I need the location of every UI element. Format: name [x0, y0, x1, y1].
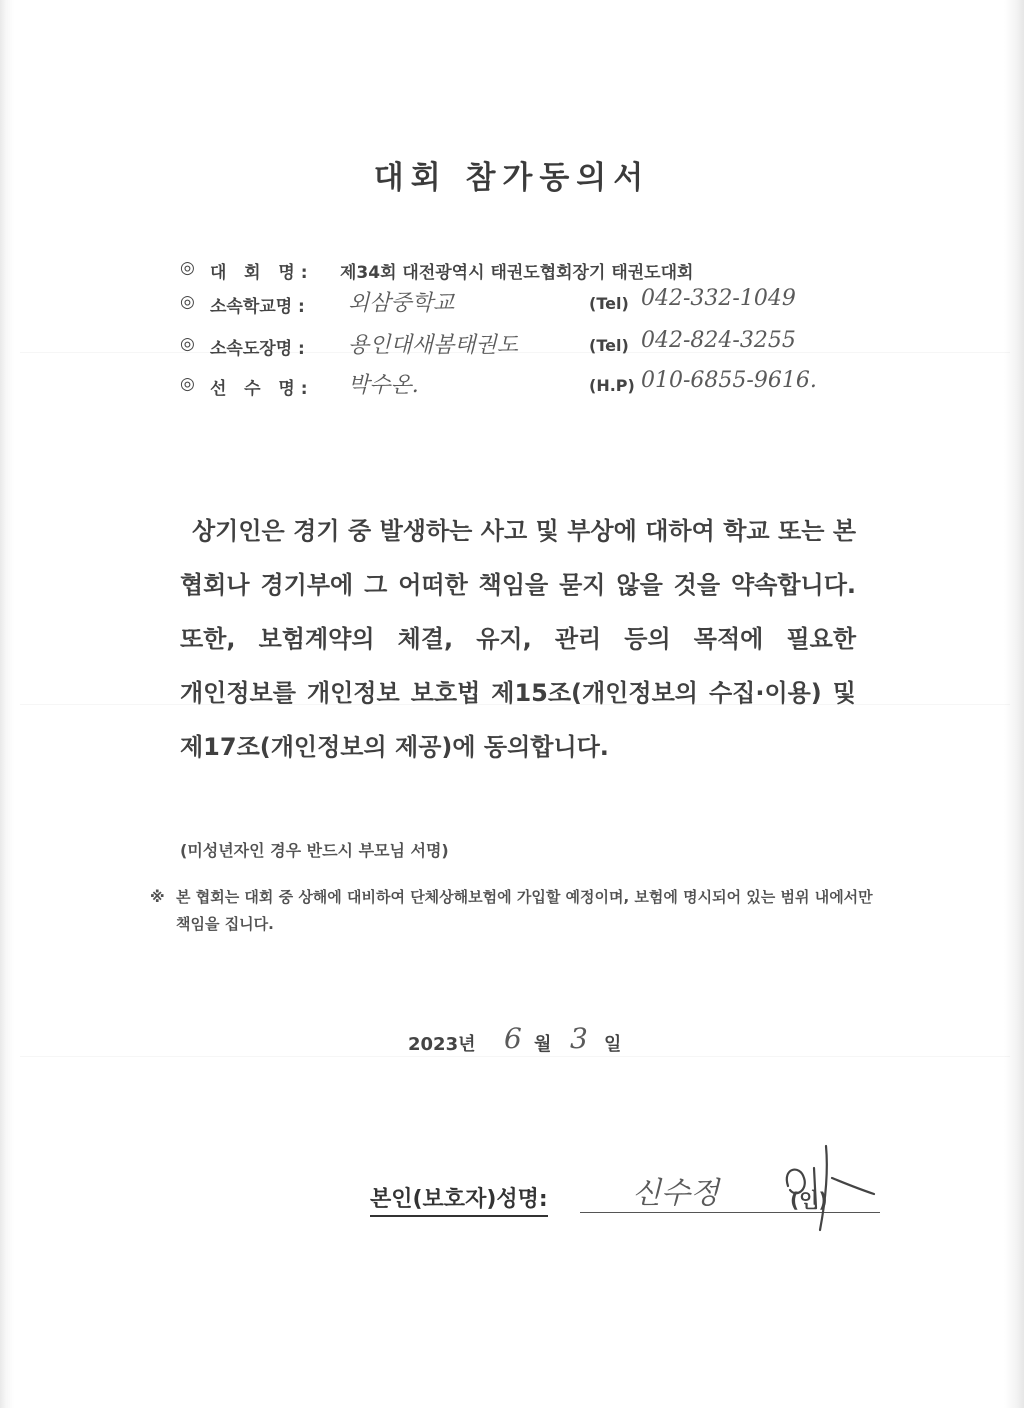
- info-row-school: [180, 288, 860, 318]
- signature-label: 본인(보호자)성명:: [370, 1182, 548, 1217]
- signature-name-handwritten: 신수정: [632, 1176, 719, 1211]
- info-row-athlete: [180, 370, 860, 400]
- date-day-label: 일: [604, 1034, 622, 1055]
- document-title: 대회 참가동의서: [373, 160, 651, 196]
- consent-body: 상기인은 경기 중 발생하는 사고 및 부상에 대하여 학교 또는 본 협회나 경기부에 그 어떠한 책임을 묻지 않을 것을 약속합니다. 또한, 보험계약의 체결, 유지, 관리 등의 목적에 필요한 개인정보를 개인정보 보호법 제15조(개인정보의 수집·이용) 및 제17조(개인정보의 제공)에 동의합니다.: [180, 517, 856, 761]
- tel-label: (Tel): [589, 294, 629, 313]
- insurance-note: [150, 884, 890, 938]
- paper-fold-line: [20, 1056, 1010, 1057]
- school-name-handwritten: 외삼중학교: [348, 291, 455, 316]
- info-label: 소속도장명 :: [210, 339, 305, 359]
- date-month-handwritten: 6: [504, 1022, 522, 1055]
- info-label: 소속학교명 :: [210, 297, 305, 317]
- dojang-name-handwritten: 용인대새봄태권도: [348, 333, 519, 358]
- minor-note: (미성년자인 경우 반드시 부모님 서명): [180, 841, 449, 860]
- school-phone-handwritten: 042-332-1049: [641, 286, 796, 311]
- info-mark: ◎: [180, 258, 195, 278]
- info-row-competition: [180, 254, 820, 284]
- competition-name: 제34회 대전광역시 태권도협회장기 태권도대회: [340, 263, 694, 283]
- tel-label: (Tel): [589, 336, 629, 355]
- date-day-handwritten: 3: [570, 1022, 588, 1055]
- signature-scribble: [770, 1138, 880, 1238]
- note-mark: ※: [150, 888, 165, 906]
- signature-row: [370, 1150, 890, 1230]
- insurance-note-text: 본 협회는 대회 중 상해에 대비하여 단체상해보험에 가입할 예정이며, 보험에 명시되어 있는 범위 내에서만 책임을 집니다.: [176, 888, 873, 933]
- info-mark: ◎: [180, 292, 195, 312]
- info-row-dojang: [180, 330, 860, 360]
- athlete-name-handwritten: 박수온.: [348, 373, 419, 398]
- hp-label: (H.P): [589, 376, 635, 395]
- athlete-phone-handwritten: 010-6855-9616.: [641, 368, 817, 393]
- info-mark: ◎: [180, 334, 195, 354]
- date-year: 2023년: [408, 1034, 476, 1055]
- info-mark: ◎: [180, 374, 195, 394]
- dojang-phone-handwritten: 042-824-3255: [641, 328, 796, 353]
- date-month-label: 월: [534, 1034, 552, 1055]
- info-label: 대 회 명 :: [210, 263, 308, 283]
- seal-mark: (인): [790, 1188, 828, 1212]
- info-label: 선 수 명 :: [210, 379, 308, 399]
